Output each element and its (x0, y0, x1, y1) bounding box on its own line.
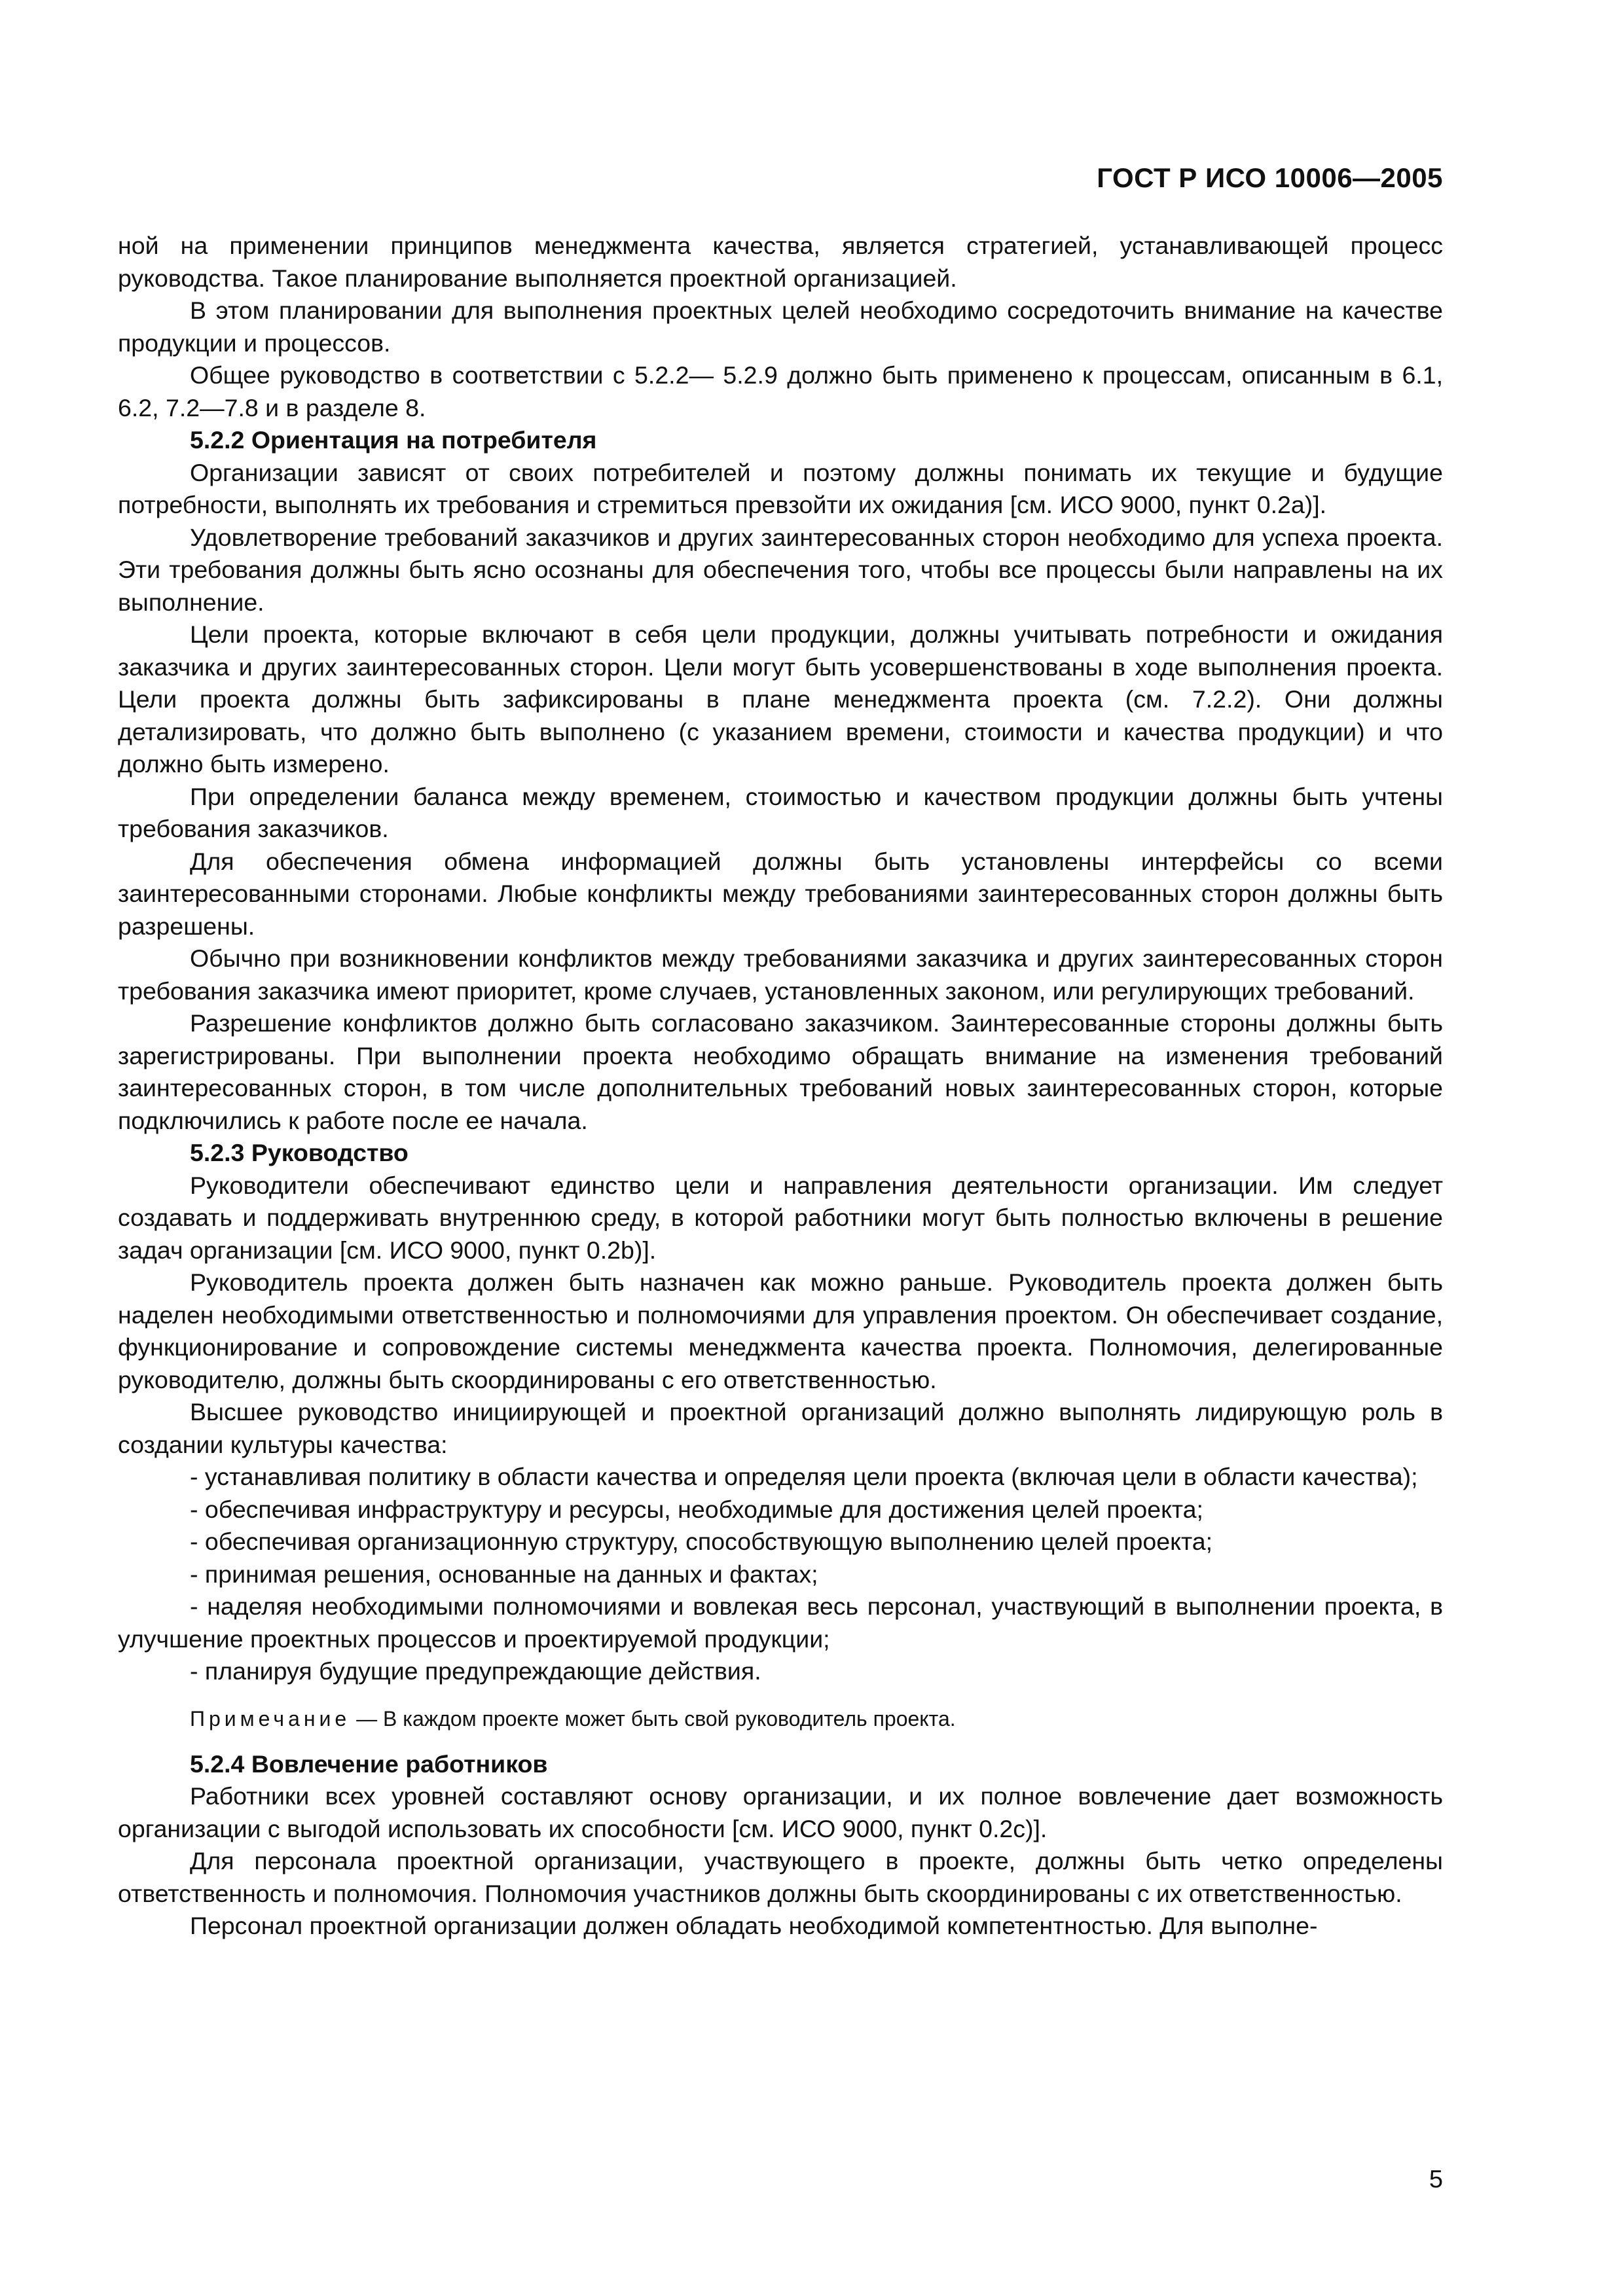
paragraph: Руководитель проекта должен быть назначен как можно раньше. Руководитель проекта должен быть наделен необходимыми ответственностью и полномочиями для управления проектом. Он обеспечивает создание, функционирование и сопровождение системы менеджмента качества проекта. Полномочия, делегированные руководителю, должны быть скоординированы с его ответственностью. (118, 1268, 1443, 1393)
paragraph: Удовлетворение требований заказчиков и других заинтересованных сторон необходимо для успеха проекта. Эти требования должны быть ясно осознаны для обеспечения того, чтобы все процессы были направлены на их выполнение. (118, 523, 1443, 616)
paragraph: Организации зависят от своих потребителей и поэтому должны понимать их текущие и будущие потребности, выполнять их требования и стремиться превзойти их ожидания [см. ИСО 9000, пункт 0.2а)]. (118, 458, 1443, 518)
section-heading-5-2-4: 5.2.4 Вовлечение работников (190, 1749, 548, 1778)
paragraph: Для персонала проектной организации, участвующего в проекте, должны быть четко определены ответственность и полномочия. Полномочия участников должны быть скоординированы с их ответственностью. (118, 1847, 1443, 1907)
paragraph: Работники всех уровней составляют основу организации, и их полное вовлечение дает возможность организации с выгодой использовать их способности [см. ИСО 9000, пункт 0.2с)]. (118, 1782, 1443, 1842)
paragraph: Персонал проектной организации должен обладать необходимой компетентностью. Для выполне- (190, 1912, 1318, 1939)
paragraph: Разрешение конфликтов должно быть согласовано заказчиком. Заинтересованные стороны должны быть зарегистрированы. При выполнении проекта необходимо обращать внимание на изменения требований заинтересованных сторон, в том числе дополнительных требований новых заинтересованных сторон, которые подключились к работе после ее начала. (118, 1009, 1443, 1134)
note (118, 1705, 1443, 1732)
paragraph: ной на применении принципов менеджмента качества, является стратегией, устанавливающей процесс руководства. Такое планирование выполняется проектной организацией. (118, 232, 1443, 292)
list-item: - обеспечивая инфраструктуру и ресурсы, необходимые для достижения целей проекта; (190, 1495, 1203, 1523)
page-number: 5 (1429, 2166, 1443, 2193)
section-heading-5-2-2: 5.2.2 Ориентация на потребителя (190, 426, 597, 454)
paragraph: Цели проекта, которые включают в себя цели продукции, должны учитывать потребности и ожидания заказчика и других заинтересованных сторон. Цели могут быть усовершенствованы в ходе выполнения проекта. Цели проекта должны быть зафиксированы в плане менеджмента проекта (см. 7.2.2). Они должны детализировать, что должно быть выполнено (с указанием времени, стоимости и качества продукции) и что должно быть измерено. (118, 620, 1443, 778)
paragraph: Высшее руководство инициирующей и проектной организаций должно выполнять лидирующую роль в создании культуры качества: (118, 1398, 1443, 1458)
body-text (118, 230, 1443, 1943)
document-code: ГОСТ Р ИСО 10006—2005 (1097, 162, 1443, 193)
list-item: - наделяя необходимыми полномочиями и вовлекая весь персонал, участвующий в выполнении проекта, в улучшение проектных процессов и проектируемой продукции; (118, 1592, 1443, 1653)
list-item: - планируя будущие предупреждающие действия. (190, 1657, 761, 1685)
paragraph: Общее руководство в соответствии с 5.2.2— 5.2.9 должно быть применено к процессам, описанным в 6.1, 6.2, 7.2—7.8 и в разделе 8. (118, 361, 1443, 422)
paragraph: При определении баланса между временем, стоимостью и качеством продукции должны быть учтены требования заказчиков. (118, 782, 1443, 842)
paragraph: Для обеспечения обмена информацией должны быть установлены интерфейсы со всеми заинтересованными сторонами. Любые конфликты между требованиями заинтересованных сторон должны быть разрешены. (118, 847, 1443, 940)
paragraph: Руководители обеспечивают единство цели и направления деятельности организации. Им следует создавать и поддерживать внутреннюю среду, в которой работники могут быть полностью включены в решение задач организации [см. ИСО 9000, пункт 0.2b)]. (118, 1171, 1443, 1264)
leadership-list (118, 1461, 1443, 1688)
paragraph: В этом планировании для выполнения проектных целей необходимо сосредоточить внимание на качестве продукции и процессов. (118, 296, 1443, 357)
note-label: Примечание (190, 1706, 351, 1731)
list-item: - обеспечивая организационную структуру, способствующую выполнению целей проекта; (190, 1528, 1213, 1555)
list-item: - принимая решения, основанные на данных и фактах; (190, 1560, 818, 1588)
paragraph: Обычно при возникновении конфликтов между требованиями заказчика и других заинтересованных сторон требования заказчика имеют приоритет, кроме случаев, установленных законом, или регулирующих требований. (118, 944, 1443, 1005)
note-text: — В каждом проекте может быть свой руководитель проекта. (350, 1706, 956, 1731)
list-item: - устанавливая политику в области качества и определяя цели проекта (включая цели в области качества); (190, 1463, 1418, 1490)
section-heading-5-2-3: 5.2.3 Руководство (190, 1139, 409, 1166)
